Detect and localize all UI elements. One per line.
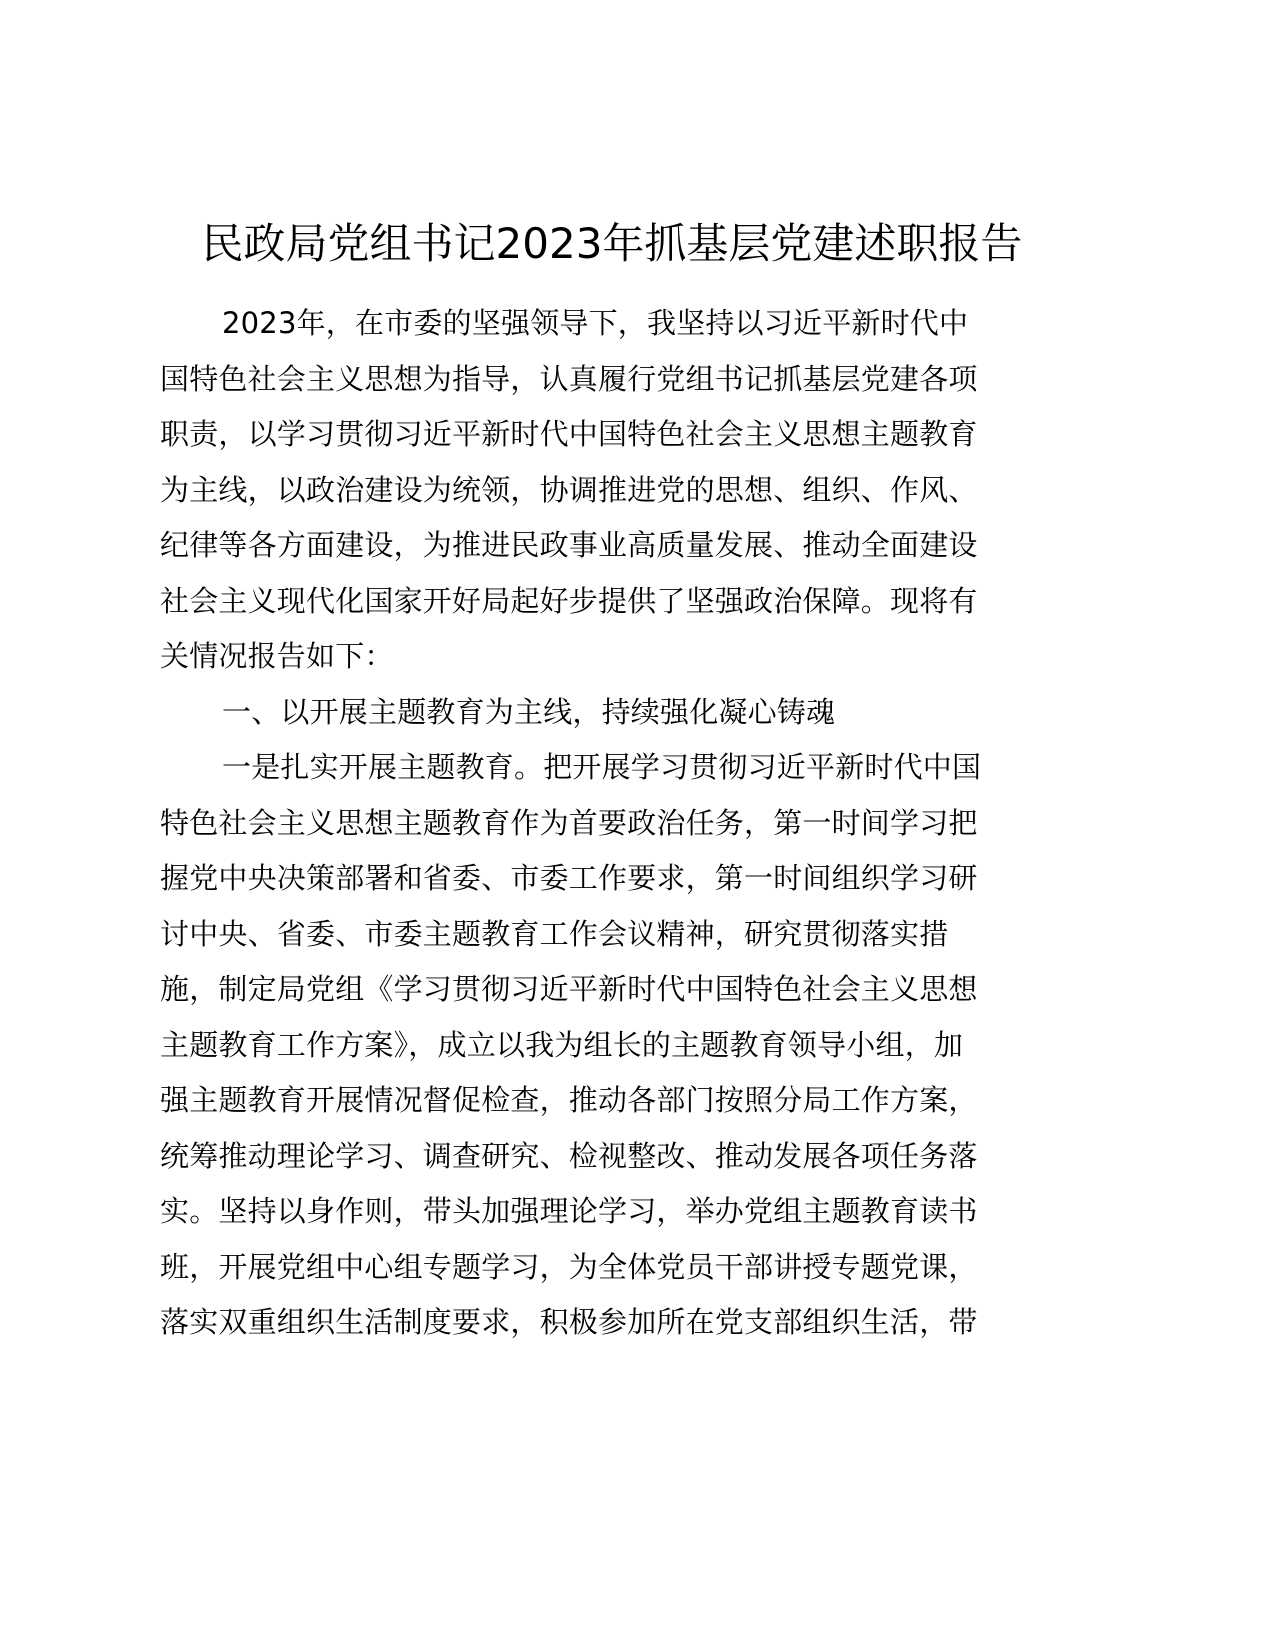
paragraph-line: 施，制定局党组《学习贯彻习近平新时代中国特色社会主义思想: [160, 972, 978, 1006]
paragraph-line: 国特色社会主义思想为指导，认真履行党组书记抓基层党建各项: [160, 361, 978, 396]
paragraph-line: 职责，以学习贯彻习近平新时代中国特色社会主义思想主题教育: [160, 417, 978, 451]
paragraph-line: 为主线，以政治建设为统领，协调推进党的思想、组织、作风、: [160, 472, 978, 507]
paragraph-line: 关情况报告如下：: [160, 639, 394, 673]
paragraph-line: 握党中央决策部署和省委、市委工作要求，第一时间组织学习研: [160, 861, 978, 895]
paragraph-line: 社会主义现代化国家开好局起好步提供了坚强政治保障。现将有: [160, 583, 978, 618]
section-heading: 一、以开展主题教育为主线，持续强化凝心铸魂: [222, 694, 836, 729]
paragraph-line: 纪律等各方面建设，为推进民政事业高质量发展、推动全面建设: [160, 528, 978, 562]
paragraph-line: 实。坚持以身作则，带头加强理论学习，举办党组主题教育读书: [160, 1194, 978, 1228]
paragraph-line: 一是扎实开展主题教育。把开展学习贯彻习近平新时代中国: [222, 750, 982, 784]
paragraph-line: 落实双重组织生活制度要求，积极参加所在党支部组织生活，带: [160, 1305, 978, 1339]
document-title: 民政局党组书记2023年抓基层党建述职报告: [201, 219, 1023, 268]
paragraph-line: 班，开展党组中心组专题学习，为全体党员干部讲授专题党课，: [160, 1249, 978, 1284]
paragraph-line: 2023年，在市委的坚强领导下，我坚持以习近平新时代中: [222, 306, 969, 340]
paragraph-line: 强主题教育开展情况督促检查，推动各部门按照分局工作方案，: [160, 1083, 978, 1117]
paragraph-line: 特色社会主义思想主题教育作为首要政治任务，第一时间学习把: [160, 805, 978, 840]
paragraph-line: 统筹推动理论学习、调查研究、检视整改、推动发展各项任务落: [160, 1138, 978, 1173]
paragraph-line: 主题教育工作方案》，成立以我为组长的主题教育领导小组，加: [160, 1027, 964, 1062]
document-body: [160, 296, 1050, 1351]
paragraph-line: 讨中央、省委、市委主题教育工作会议精神，研究贯彻落实措: [160, 916, 949, 951]
